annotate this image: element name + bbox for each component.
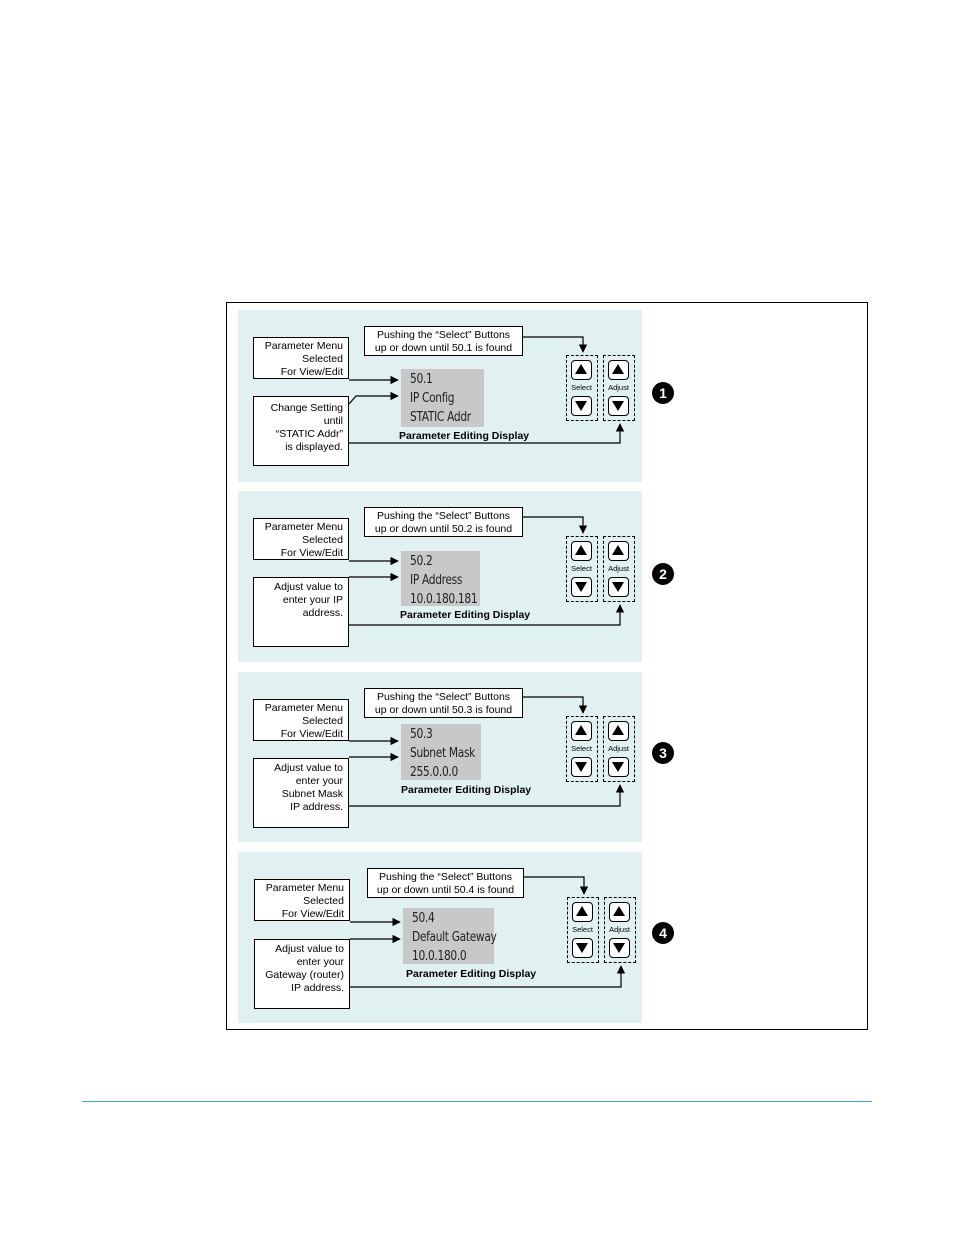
step-4-menu-selected-label: Parameter Menu Selected For View/Edit bbox=[254, 879, 350, 921]
select-label: Select bbox=[571, 383, 592, 392]
step-1-caption: Parameter Editing Display bbox=[399, 430, 530, 442]
step-2-menu-selected-label: Parameter Menu Selected For View/Edit bbox=[253, 518, 349, 560]
lcd-line-value: 10.0.180.181 bbox=[410, 592, 478, 607]
step-1-select-instruction: Pushing the “Select” Buttons up or down until 50.1 is found bbox=[364, 326, 523, 356]
step-3-adjust-value-label: Adjust value to enter your Subnet Mask IP address. bbox=[253, 758, 349, 828]
lcd-line-param: 50.3 bbox=[410, 727, 433, 742]
step-4-arrow-to-adjust bbox=[350, 966, 621, 987]
select-label: Select bbox=[571, 744, 592, 753]
step-3-select-instruction: Pushing the “Select” Buttons up or down until 50.3 is found bbox=[364, 688, 523, 718]
lcd-line-value: 255.0.0.0 bbox=[410, 765, 458, 780]
step-3-arrow-to-select bbox=[523, 697, 583, 713]
lcd-line-name: Subnet Mask bbox=[410, 746, 476, 761]
adjust-label: Adjust bbox=[609, 925, 630, 934]
step-1-change-setting-label: Change Setting until “STATIC Addr” is displayed. bbox=[253, 396, 349, 466]
step-4-number-badge: 4 bbox=[652, 922, 674, 944]
lcd-line-param: 50.2 bbox=[410, 554, 433, 569]
lcd-line-name: IP Address bbox=[410, 573, 463, 588]
step-2-arrow-to-adjust bbox=[349, 605, 620, 625]
adjust-label: Adjust bbox=[608, 383, 629, 392]
select-label: Select bbox=[572, 925, 593, 934]
lcd-line-value: 10.0.180.0 bbox=[412, 949, 467, 964]
step-2-number-badge: 2 bbox=[652, 563, 674, 585]
lcd-line-name: Default Gateway bbox=[412, 930, 497, 945]
step-2-arrow-to-select bbox=[523, 517, 583, 533]
adjust-label: Adjust bbox=[608, 744, 629, 753]
step-3-number-badge: 3 bbox=[652, 742, 674, 764]
step-4-caption: Parameter Editing Display bbox=[406, 968, 537, 980]
step-4-select-instruction: Pushing the “Select” Buttons up or down until 50.4 is found bbox=[367, 868, 524, 898]
footer-rule bbox=[82, 1101, 872, 1102]
lcd-line-param: 50.4 bbox=[412, 911, 435, 926]
adjust-label: Adjust bbox=[608, 564, 629, 573]
lcd-line-value: STATIC Addr bbox=[410, 410, 471, 425]
step-2-select-instruction: Pushing the “Select” Buttons up or down until 50.2 is found bbox=[364, 507, 523, 537]
select-label: Select bbox=[571, 564, 592, 573]
step-3-caption: Parameter Editing Display bbox=[401, 784, 532, 796]
step-2-caption: Parameter Editing Display bbox=[400, 609, 531, 621]
step-1-arrow-to-select bbox=[523, 337, 583, 352]
step-3-menu-selected-label: Parameter Menu Selected For View/Edit bbox=[253, 699, 349, 741]
step-1-menu-selected-label: Parameter Menu Selected For View/Edit bbox=[253, 337, 349, 379]
step-3-arrow-to-adjust bbox=[349, 785, 620, 806]
step-4-arrow-to-select bbox=[524, 877, 584, 894]
step-1-number-badge: 1 bbox=[652, 382, 674, 404]
step-2-adjust-value-label: Adjust value to enter your IP address. bbox=[253, 577, 349, 647]
step-1-arrow-change-to-lcd bbox=[349, 396, 398, 404]
step-4-adjust-value-label: Adjust value to enter your Gateway (router) IP address. bbox=[254, 939, 350, 1009]
lcd-line-name: IP Config bbox=[410, 391, 455, 406]
step-1-arrow-to-adjust bbox=[349, 424, 620, 443]
lcd-line-param: 50.1 bbox=[410, 372, 433, 387]
